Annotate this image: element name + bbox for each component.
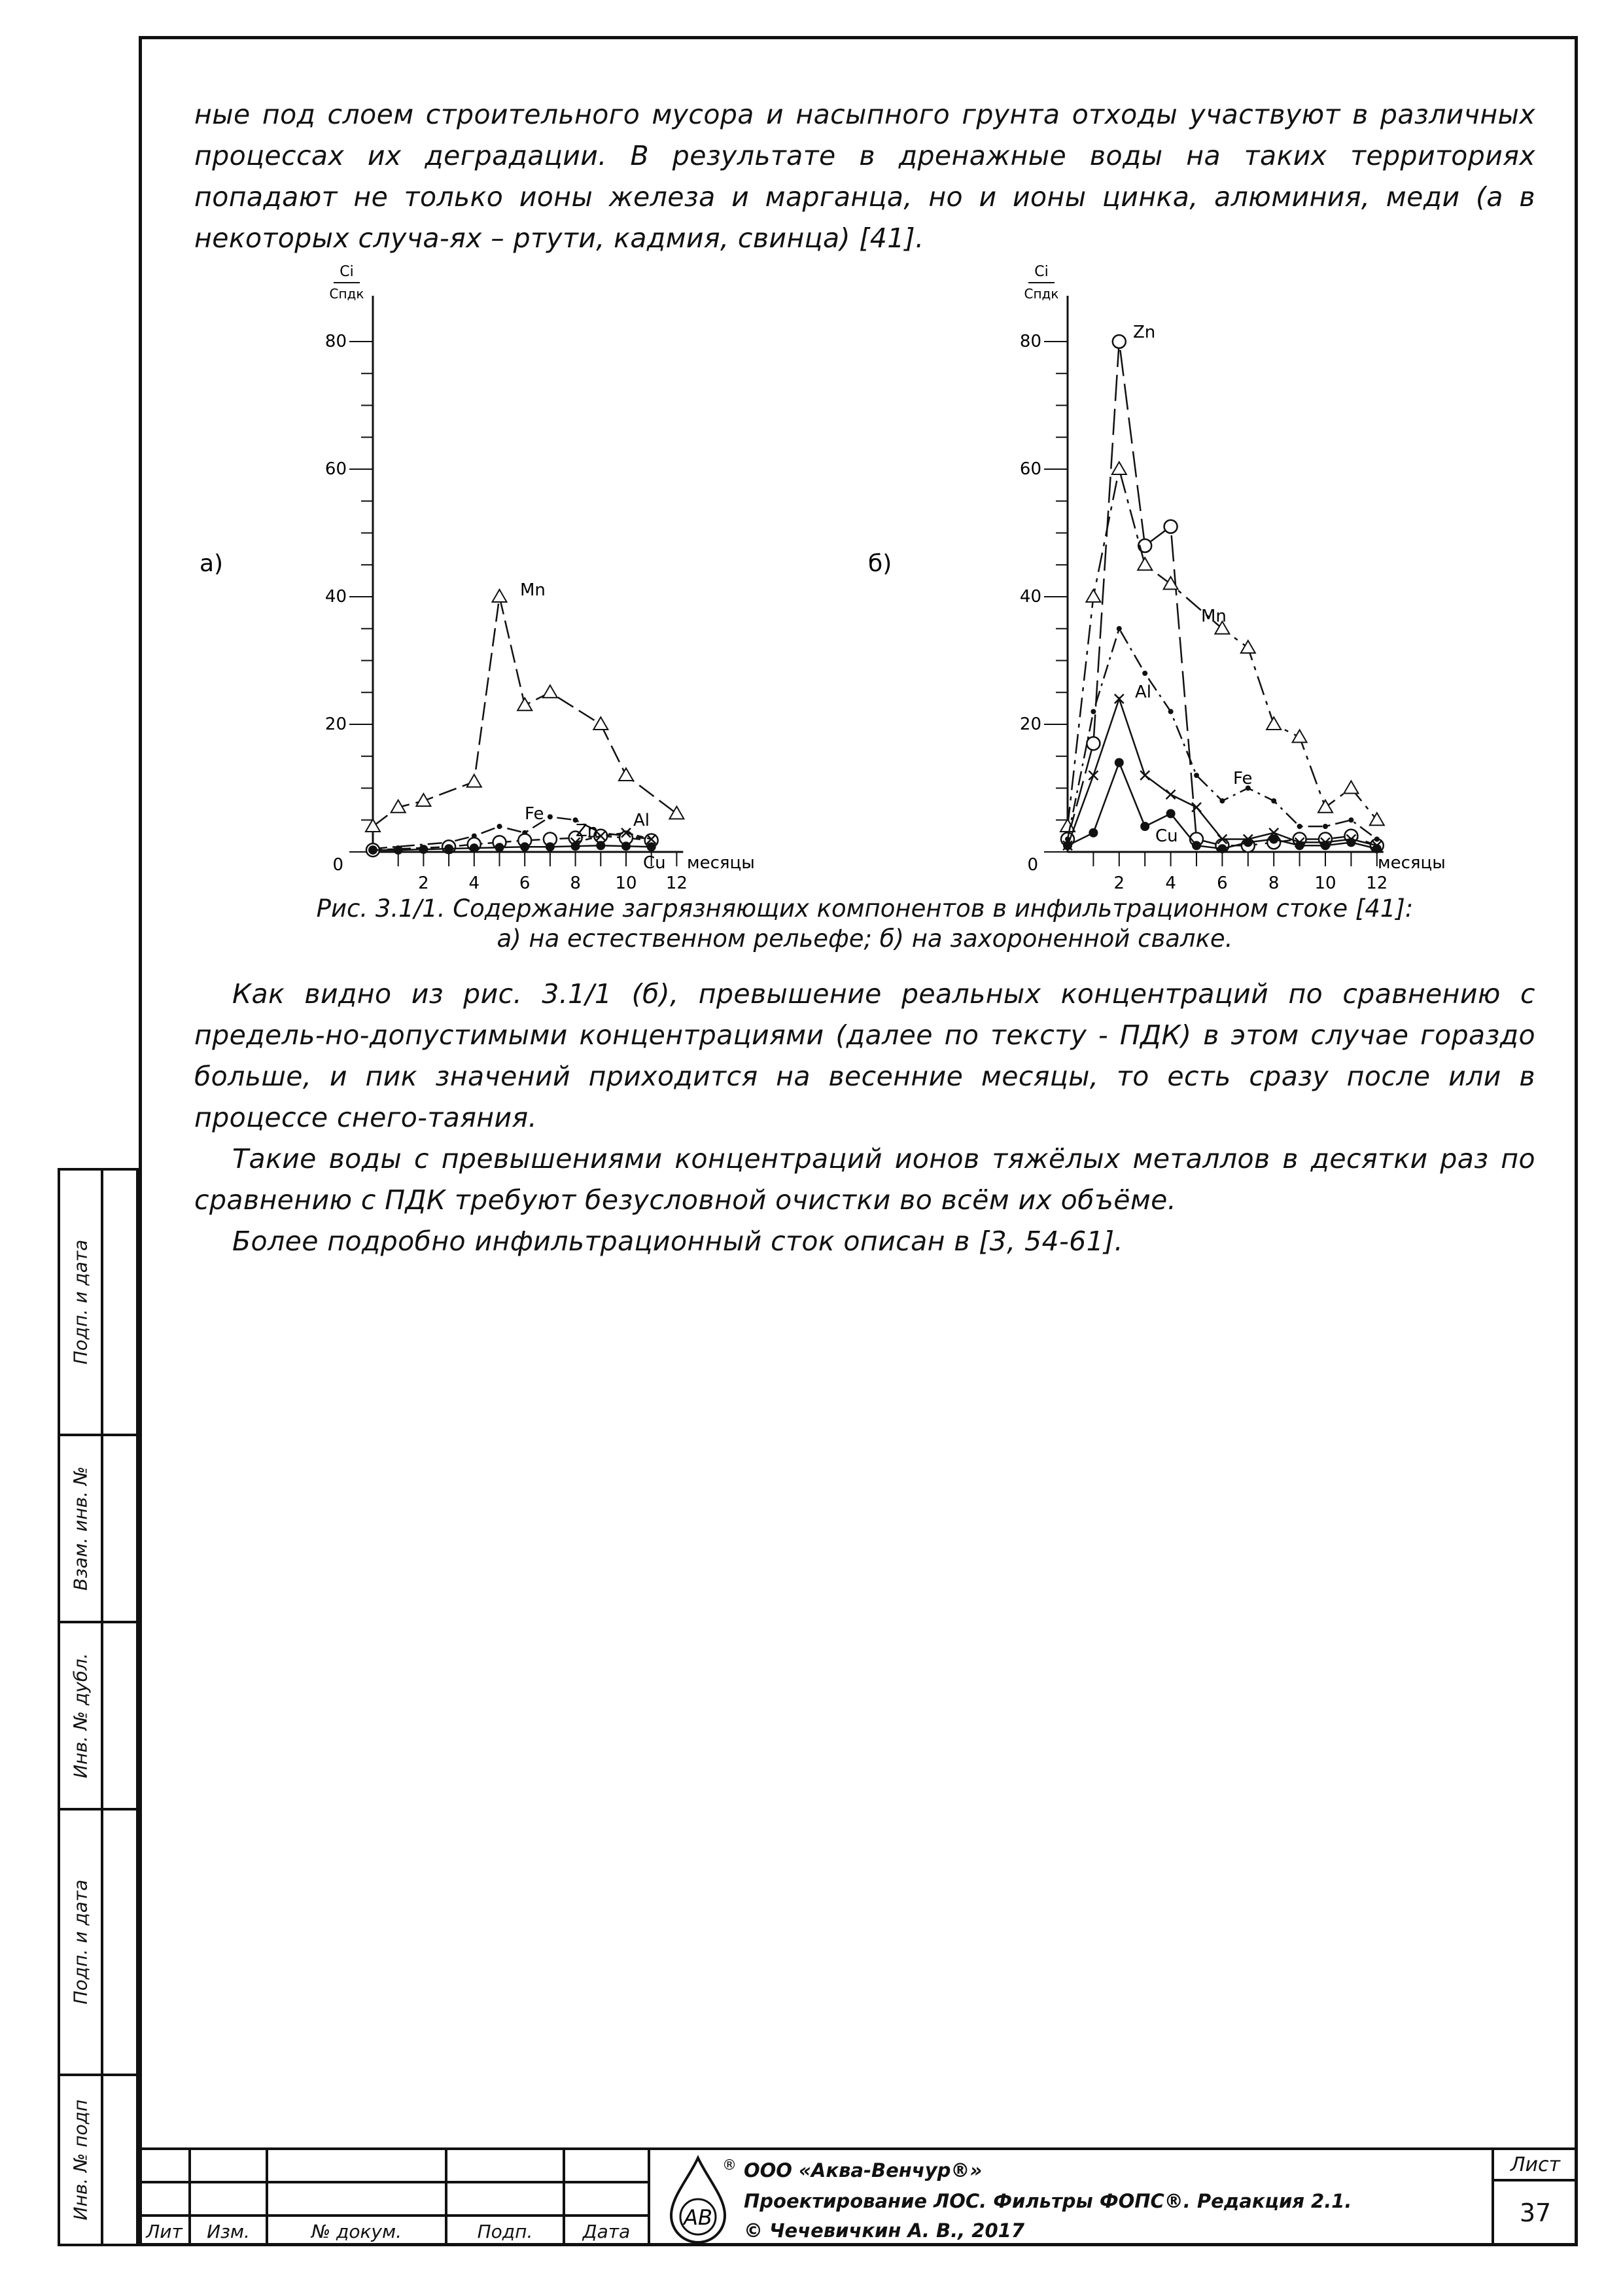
data-point-fe bbox=[1271, 798, 1276, 804]
side-label: Взам. инв. № bbox=[69, 1466, 92, 1591]
data-point-cu bbox=[1140, 822, 1149, 831]
data-point-fe bbox=[1142, 671, 1147, 676]
data-point-mn bbox=[1318, 800, 1333, 813]
data-point-zn bbox=[1113, 335, 1126, 348]
title-block bbox=[139, 2147, 1578, 2246]
x-axis-label: месяцы bbox=[687, 853, 755, 873]
project-title: Проектирование ЛОС. Фильтры ФОПС®. Редакция 2.1. bbox=[744, 2190, 1352, 2212]
series-line-fe bbox=[1068, 629, 1377, 839]
data-point-fe bbox=[1323, 824, 1328, 829]
col-label-doc-no: № докум. bbox=[311, 2221, 402, 2242]
data-point-fe bbox=[1297, 824, 1302, 829]
paragraph-1: ные под слоем строительного мусора и насыпного грунта отходы участвуют в различных процессах их деградации. В результате в дренажные воды на таких территориях попадают не только ионы железа и марганца, но и ионы цинка, алюминия, меди (а в некоторых случа-ях – ртути, кадмия, свинца) [41]. bbox=[194, 99, 1535, 254]
series-line-al bbox=[1068, 699, 1377, 845]
y-tick-label: 0 bbox=[1027, 855, 1038, 875]
side-label: Подп. и дата bbox=[69, 1239, 92, 1365]
y-axis-label-top: Ci bbox=[1034, 264, 1049, 280]
y-tick-label: 40 bbox=[324, 587, 347, 607]
chart-panel-label: а) bbox=[200, 550, 224, 577]
data-point-fe bbox=[1117, 626, 1122, 631]
data-point-fe bbox=[1374, 837, 1380, 842]
data-point-cu bbox=[1295, 841, 1304, 850]
data-point-al bbox=[1089, 771, 1098, 780]
caption-line-2: а) на естественном рельефе; б) на захороненной свалке. bbox=[497, 925, 1233, 953]
y-tick-label: 40 bbox=[1019, 587, 1041, 607]
side-cell-replace-inv bbox=[58, 1434, 139, 1623]
data-point-cu bbox=[1269, 835, 1278, 844]
series-annotation-zn: Zn bbox=[576, 821, 599, 841]
x-tick-label: 6 bbox=[519, 874, 531, 893]
org-name: ООО «Аква-Венчур®» bbox=[744, 2159, 983, 2181]
x-tick-label: 12 bbox=[665, 874, 688, 893]
data-point-cu bbox=[1089, 828, 1098, 838]
side-cell-sign-date-1 bbox=[58, 1168, 139, 1436]
y-axis-label-top: Ci bbox=[340, 264, 354, 280]
x-tick-label: 4 bbox=[1165, 874, 1176, 893]
y-tick-label: 0 bbox=[332, 855, 343, 875]
sheet-label: Лист bbox=[1510, 2153, 1561, 2176]
series-line-zn bbox=[1068, 342, 1377, 845]
x-tick-label: 2 bbox=[1113, 874, 1125, 893]
col-label-sign: Подп. bbox=[477, 2221, 533, 2242]
text-block-bottom bbox=[194, 974, 1535, 1262]
y-tick-label: 80 bbox=[1019, 332, 1041, 351]
data-point-fe bbox=[1219, 798, 1225, 804]
series-annotation-fe: Fe bbox=[525, 804, 544, 824]
side-label: Подп. и дата bbox=[69, 1879, 92, 2005]
data-point-mn bbox=[1086, 590, 1100, 602]
data-point-cu bbox=[1372, 844, 1382, 853]
series-annotation-fe: Fe bbox=[1233, 769, 1253, 788]
series-annotation-al: Al bbox=[633, 811, 650, 830]
col-label-izm: Изм. bbox=[207, 2221, 250, 2242]
data-point-cu bbox=[1115, 758, 1124, 768]
data-point-cu bbox=[1321, 841, 1330, 850]
y-tick-label: 80 bbox=[324, 332, 347, 351]
data-point-mn bbox=[1138, 557, 1152, 570]
side-cell-sign-date-2 bbox=[58, 1808, 139, 2076]
data-point-cu bbox=[1192, 841, 1201, 850]
data-point-mn bbox=[1266, 717, 1281, 730]
copyright: © Чечевичкин А. В., 2017 bbox=[744, 2219, 1024, 2242]
series-annotation-zn: Zn bbox=[1133, 323, 1156, 342]
series-annotation-mn: Mn bbox=[1201, 607, 1227, 626]
x-tick-label: 8 bbox=[1268, 874, 1280, 893]
y-tick-label: 20 bbox=[1019, 715, 1041, 734]
x-tick-label: 10 bbox=[615, 874, 637, 893]
data-point-al bbox=[1166, 790, 1176, 799]
data-point-cu bbox=[1217, 844, 1227, 853]
chart-b-svg bbox=[0, 0, 1623, 916]
logo-registered-mark: ® bbox=[722, 2157, 737, 2174]
paragraph-2: Как видно из рис. 3.1/1 (б), превышение реальных концентраций по сравнению с предель-но-допустимыми концентрациями (далее по тексту - ПДК) в этом случае гораздо больше, и пик значений приходится на весенние месяцы, то есть сразу после или в процессе снего-таяния. bbox=[194, 978, 1535, 1133]
x-tick-label: 8 bbox=[570, 874, 581, 893]
data-point-fe bbox=[1194, 773, 1199, 778]
data-point-al bbox=[1140, 771, 1149, 780]
data-point-mn bbox=[1112, 462, 1126, 474]
y-axis-label-bottom: Cпдк bbox=[329, 286, 364, 302]
company-logo bbox=[662, 2153, 737, 2244]
data-point-zn bbox=[1164, 520, 1178, 533]
sheet-number: 37 bbox=[1519, 2199, 1552, 2227]
data-point-mn bbox=[1344, 781, 1358, 794]
paragraph-4: Более подробно инфильтрационный сток описан в [3, 54-61]. bbox=[232, 1226, 1123, 1257]
y-tick-label: 60 bbox=[1019, 459, 1041, 479]
y-axis-label-bottom: Cпдк bbox=[1024, 286, 1059, 302]
side-label: Инв. № дубл. bbox=[69, 1653, 92, 1778]
y-tick-label: 20 bbox=[324, 715, 347, 734]
data-point-cu bbox=[1244, 838, 1253, 847]
x-tick-label: 12 bbox=[1366, 874, 1388, 893]
data-point-fe bbox=[1091, 709, 1096, 715]
series-annotation-mn: Mn bbox=[520, 580, 546, 600]
caption-line-1: Рис. 3.1/1. Содержание загрязняющих компонентов в инфильтрационном стоке [41]: bbox=[316, 894, 1414, 923]
y-tick-label: 60 bbox=[324, 459, 347, 479]
chart-panel-label: б) bbox=[868, 550, 892, 577]
data-point-cu bbox=[1166, 809, 1176, 819]
x-tick-label: 4 bbox=[468, 874, 480, 893]
figure-caption bbox=[194, 894, 1535, 954]
col-label-lit: Лит bbox=[146, 2221, 183, 2242]
data-point-al bbox=[1115, 694, 1124, 703]
x-tick-label: 2 bbox=[418, 874, 429, 893]
x-tick-label: 6 bbox=[1217, 874, 1228, 893]
data-point-mn bbox=[1241, 641, 1255, 653]
data-point-fe bbox=[1348, 817, 1353, 822]
data-point-cu bbox=[1063, 841, 1072, 850]
col-label-date: Дата bbox=[582, 2221, 631, 2242]
side-label: Инв. № подп bbox=[69, 2099, 92, 2221]
paragraph-3: Такие воды с превышениями концентраций ионов тяжёлых металлов в десятки раз по сравнению с ПДК требуют безусловной очистки во всём их объёме. bbox=[194, 1143, 1535, 1216]
side-cell-orig-inv bbox=[58, 2074, 139, 2246]
series-annotation-cu: Cu bbox=[1155, 826, 1178, 846]
data-point-mn bbox=[1293, 730, 1307, 743]
data-point-zn bbox=[1087, 737, 1100, 750]
series-annotation-al: Al bbox=[1135, 682, 1152, 702]
x-tick-label: 10 bbox=[1314, 874, 1336, 893]
data-point-cu bbox=[1346, 838, 1355, 847]
series-annotation-cu: Cu bbox=[643, 853, 666, 873]
x-axis-label: месяцы bbox=[1378, 853, 1446, 873]
side-cell-dup-inv bbox=[58, 1621, 139, 1810]
data-point-fe bbox=[1168, 709, 1174, 715]
logo-text: АВ bbox=[684, 2205, 712, 2230]
